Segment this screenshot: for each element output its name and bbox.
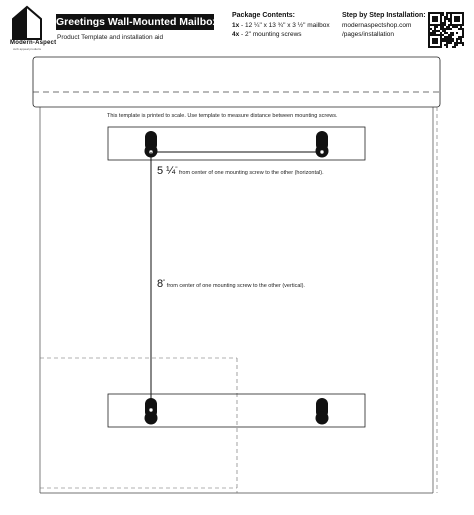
package-contents-heading: Package Contents: (232, 12, 296, 19)
installation-url[interactable]: modernaspectshop.com (342, 22, 412, 29)
vertical-measurement-unit: " (163, 280, 166, 287)
keyhole-slot-bottom-right (316, 398, 329, 425)
installation-url-path[interactable]: /pages/installation (342, 31, 395, 38)
horizontal-measurement-unit: " (175, 167, 178, 174)
screw-center-top-right (320, 150, 324, 154)
brand-tagline: curb appeal products (13, 47, 42, 51)
horizontal-measurement-value: 5 ¼ (157, 165, 176, 177)
package-item-desc: - 12 ¼" x 13 ¾" x 3 ½" mailbox (239, 22, 330, 29)
vertical-measurement (157, 278, 305, 290)
package-item-desc: - 2" mounting screws (239, 31, 302, 38)
vertical-measurement-text: from center of one mounting screw to the other (vertical). (165, 283, 305, 289)
mailbox-lid-outline (33, 57, 440, 107)
screw-center-bottom-left (149, 408, 153, 412)
page-title: Greetings Wall-Mounted Mailbox (56, 16, 219, 28)
package-item-qty: 4x (232, 31, 240, 38)
horizontal-measurement-text: from center of one mounting screw to the other (horizontal). (177, 170, 324, 176)
template-scale-note: This template is printed to scale. Use template to measure distance between mounting screws. (107, 113, 338, 119)
brand-name: Modern-Aspect (10, 40, 57, 46)
vertical-measurement-value: 8 (157, 278, 164, 290)
installation-heading: Step by Step Installation: (342, 12, 426, 19)
page-subtitle: Product Template and installation aid (57, 34, 164, 41)
horizontal-measurement (157, 165, 324, 177)
package-item-qty: 1x (232, 22, 240, 29)
